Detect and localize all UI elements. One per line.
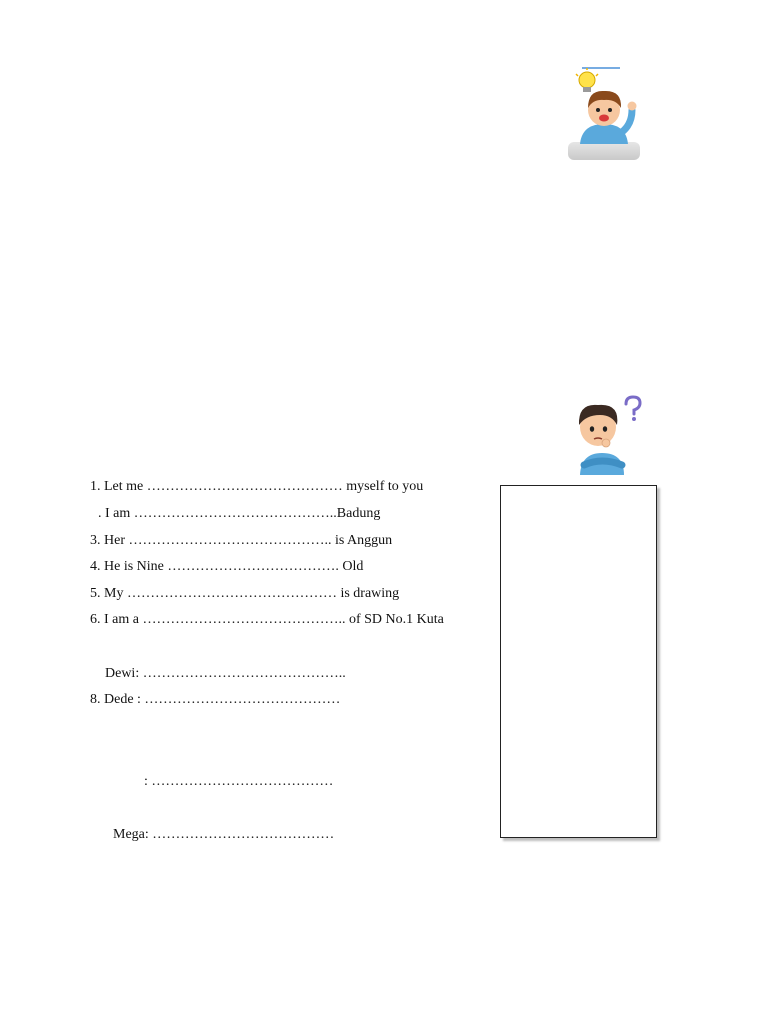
item-6: 6. I am a …………………………………….. of SD No.1 Kuta: [90, 612, 444, 627]
thinking-boy-icon: [566, 393, 642, 477]
item-4: 4. He is Nine ………………………………. Old: [90, 559, 364, 574]
dialogue-blank: : …………………………………: [144, 774, 334, 789]
item-3: 3. Her …………………………………….. is Anggun: [90, 533, 393, 548]
item-1: 1. Let me …………………………………… myself to you: [90, 479, 424, 494]
item-2: . I am ……………………………………..Badung: [98, 506, 381, 521]
dialogue-dede: 8. Dede : ……………………………………: [90, 692, 341, 707]
dialogue-dewi: Dewi: ……………………………………..: [105, 666, 346, 681]
answer-box: [500, 485, 657, 838]
dialogue-mega: Mega: …………………………………: [113, 827, 335, 842]
boy-with-idea-icon: [566, 66, 642, 162]
item-5: 5. My ……………………………………… is drawing: [90, 586, 400, 601]
